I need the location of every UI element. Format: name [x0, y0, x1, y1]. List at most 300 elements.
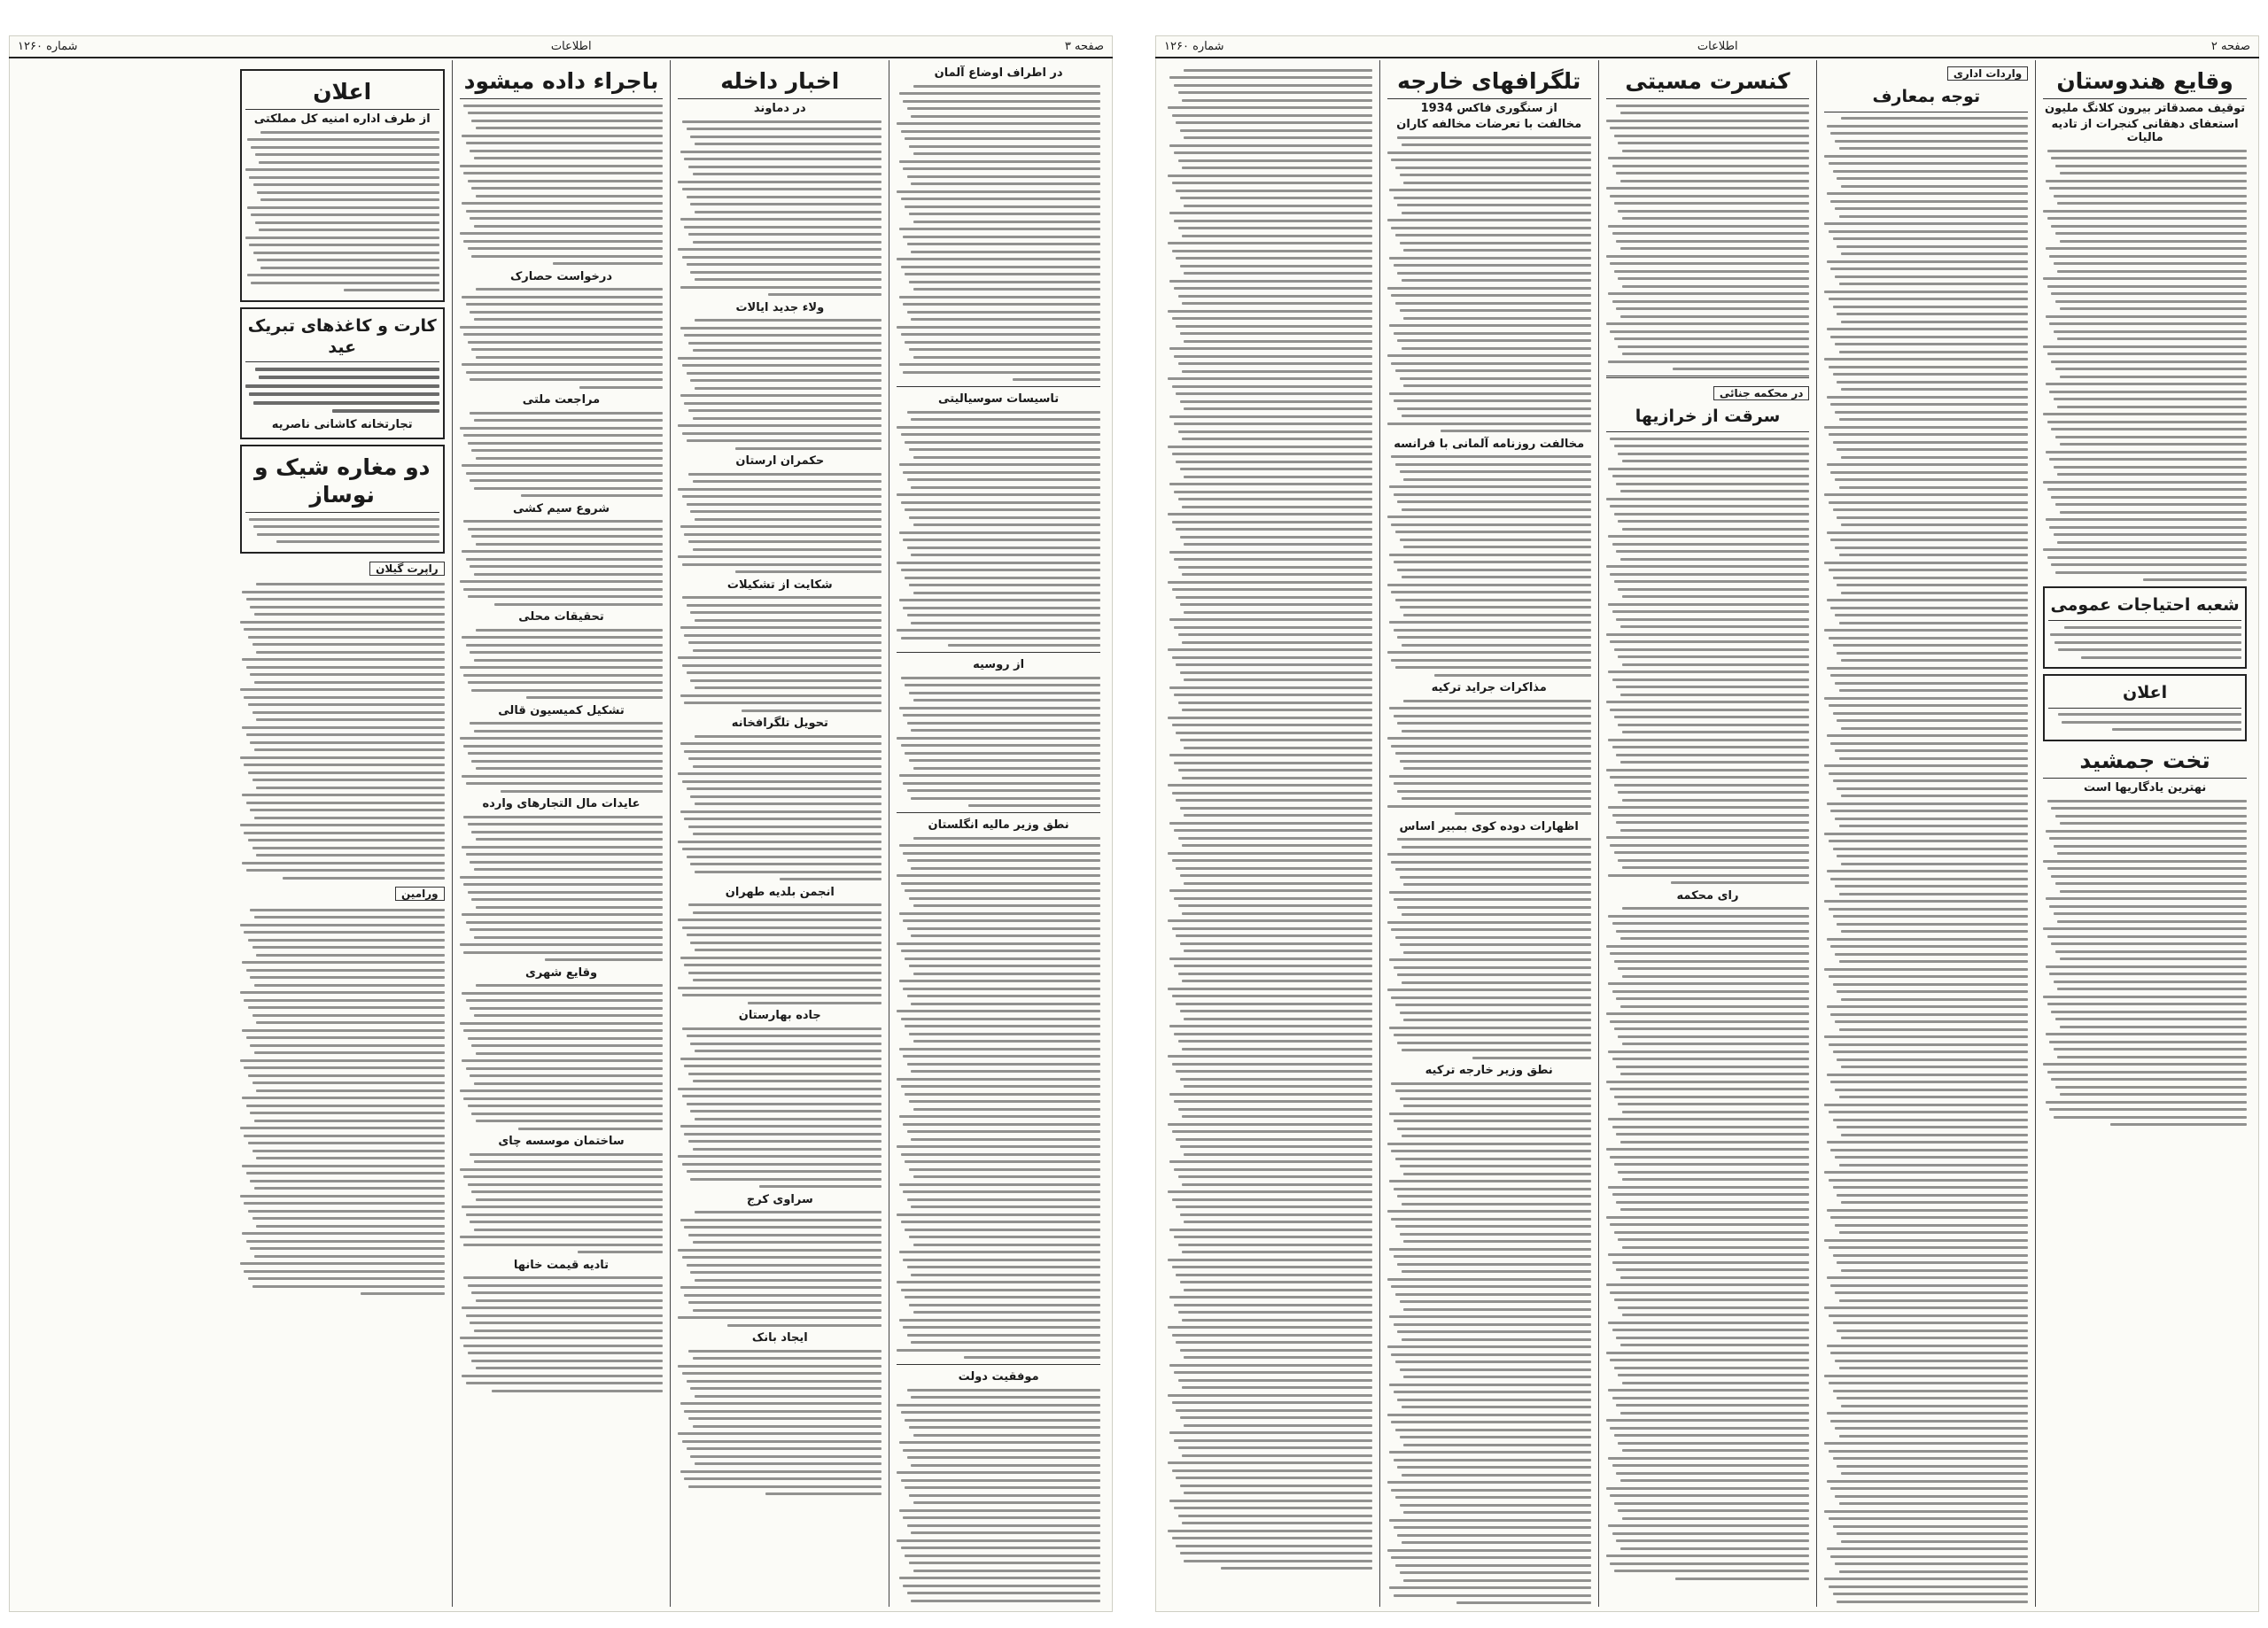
text-line — [901, 744, 1100, 747]
text-line — [684, 1410, 882, 1413]
column-subhead: در اطراف اوضاع آلمان — [934, 66, 1063, 80]
text-line — [909, 281, 1100, 283]
text-line — [899, 1319, 1100, 1322]
text-line — [1612, 475, 1810, 477]
text-line — [1387, 1414, 1591, 1416]
text-line — [1835, 343, 2028, 345]
text-line — [1395, 868, 1591, 871]
text-line — [690, 271, 882, 274]
text-line — [1472, 1057, 1590, 1059]
text-line — [1169, 822, 1372, 825]
text-line — [242, 1029, 444, 1032]
column-headline: سرقت از خرازیها — [1606, 407, 1810, 432]
text-line — [1839, 825, 2029, 827]
text-line — [242, 591, 444, 593]
column-subhead: تشکیل کمیسیون قالی — [498, 703, 625, 717]
text-line — [1616, 930, 1809, 933]
text-line — [1176, 1341, 1372, 1344]
text-line — [1837, 584, 2028, 586]
text-line — [1829, 1450, 2028, 1453]
text-line — [1168, 377, 1372, 380]
text-line — [688, 1301, 882, 1304]
text-line — [1180, 265, 1372, 267]
text-line — [1837, 448, 2028, 451]
text-line — [466, 303, 664, 306]
text-line — [1182, 506, 1372, 508]
text-line — [245, 384, 439, 388]
text-line — [463, 240, 663, 243]
text-line — [1395, 1158, 1591, 1160]
text-line — [1835, 818, 2028, 820]
text-line — [1622, 975, 1809, 978]
text-line — [1829, 366, 2028, 368]
text-line — [907, 107, 1100, 110]
text-line — [1824, 1171, 2028, 1174]
column-india-news — [2035, 60, 2254, 1607]
text-line — [468, 891, 664, 894]
text-line — [1180, 942, 1372, 945]
text-line — [1839, 1096, 2029, 1098]
text-line — [913, 85, 1100, 88]
text-line — [1830, 1352, 2028, 1354]
ad-greeting-cards — [240, 307, 445, 439]
text-line — [680, 810, 882, 813]
text-line — [250, 909, 444, 911]
text-line — [248, 1210, 445, 1213]
text-line — [1610, 1156, 1809, 1159]
text-line — [1833, 373, 2029, 376]
text-line — [1182, 167, 1372, 169]
text-line — [693, 241, 882, 244]
text-line — [474, 573, 664, 576]
text-line — [476, 629, 663, 632]
text-line — [905, 205, 1100, 208]
text-line — [1614, 337, 1810, 340]
text-line — [460, 165, 664, 167]
text-line — [463, 883, 663, 886]
text-line — [1387, 737, 1591, 740]
text-line — [1610, 330, 1809, 333]
text-line — [1169, 1431, 1372, 1434]
text-line — [1172, 588, 1372, 591]
text-line — [1402, 1049, 1591, 1051]
text-line — [1839, 893, 2029, 895]
text-line — [460, 666, 664, 669]
text-line — [905, 1296, 1100, 1299]
text-line — [1833, 1322, 2029, 1324]
text-line — [1174, 1439, 1372, 1442]
text-line — [1176, 799, 1372, 802]
text-line — [1174, 694, 1372, 696]
text-line — [1389, 189, 1590, 191]
text-line — [1174, 1236, 1372, 1238]
text-line — [1180, 1010, 1372, 1012]
text-line — [1394, 782, 1591, 785]
text-line — [1182, 99, 1372, 102]
text-line — [1180, 1281, 1372, 1283]
text-line — [1176, 257, 1372, 260]
text-line — [251, 146, 439, 149]
text-line — [1827, 192, 2028, 195]
text-line — [476, 1120, 663, 1122]
text-line — [252, 1081, 445, 1084]
text-line — [907, 1063, 1100, 1066]
text-line — [735, 447, 882, 450]
text-line — [1397, 136, 1590, 139]
text-line — [240, 824, 445, 826]
text-line — [1606, 1148, 1810, 1151]
text-line — [1184, 1221, 1371, 1223]
text-line — [1178, 769, 1372, 771]
text-line — [682, 256, 882, 259]
text-line — [1606, 120, 1810, 122]
column-subhead: مخالفت روزنامه آلمانی با فرانسه — [1394, 437, 1585, 451]
text-line — [1620, 558, 1810, 561]
text-line — [1620, 937, 1810, 940]
text-line — [684, 634, 882, 637]
text-line — [1837, 1261, 2028, 1264]
text-line — [1174, 355, 1372, 358]
text-line — [1182, 912, 1372, 915]
text-line — [240, 924, 445, 926]
text-line — [903, 236, 1100, 238]
text-line — [1610, 952, 1809, 955]
text-line — [254, 817, 445, 819]
text-line — [256, 1157, 444, 1159]
text-line — [249, 392, 439, 396]
text-line — [897, 1010, 1100, 1012]
text-line — [1841, 321, 2028, 323]
text-line — [1400, 1165, 1591, 1167]
text-line — [687, 1264, 882, 1267]
text-line — [905, 441, 1100, 444]
text-line — [1402, 1270, 1591, 1273]
text-line — [1389, 1248, 1590, 1251]
text-line — [2051, 225, 2247, 228]
text-line — [2054, 912, 2247, 915]
text-line — [897, 629, 1100, 632]
text-line — [1673, 368, 1809, 370]
text-line — [690, 1043, 882, 1045]
text-line — [2057, 541, 2247, 544]
text-line — [1835, 140, 2028, 143]
text-line — [1618, 1509, 1809, 1512]
text-line — [1833, 1593, 2029, 1595]
text-line — [1168, 1123, 1372, 1126]
text-line — [1182, 777, 1372, 779]
text-line — [1675, 1578, 1810, 1580]
ad-headline: اعلان — [2048, 683, 2241, 709]
text-line — [254, 681, 445, 684]
text-line — [1400, 1233, 1591, 1236]
text-line — [911, 867, 1100, 870]
text-line — [1612, 1126, 1810, 1128]
text-line — [909, 584, 1100, 586]
text-line — [1618, 1442, 1809, 1445]
text-line — [1394, 264, 1591, 267]
text-line — [911, 1396, 1100, 1399]
text-line — [680, 394, 882, 397]
text-line — [253, 401, 439, 405]
text-line — [1402, 913, 1591, 916]
text-line — [2112, 728, 2241, 731]
text-line — [1180, 671, 1372, 674]
text-line — [682, 926, 882, 929]
text-line — [1176, 1205, 1372, 1208]
text-line — [911, 1274, 1100, 1276]
text-line — [1395, 1496, 1591, 1499]
text-line — [246, 666, 445, 669]
text-line — [2060, 240, 2247, 243]
column-ads — [233, 60, 452, 1607]
text-line — [678, 357, 882, 360]
text-line — [246, 1172, 445, 1174]
text-line — [1608, 292, 1809, 295]
text-line — [899, 92, 1100, 95]
text-line — [693, 548, 882, 551]
text-line — [1172, 1334, 1372, 1337]
text-line — [471, 831, 663, 833]
text-line — [1391, 1489, 1590, 1492]
column-headline: توجه بمعارف — [1824, 87, 2028, 112]
text-line — [695, 387, 882, 390]
text-line — [1387, 423, 1591, 425]
text-line — [466, 999, 664, 1002]
text-line — [1402, 212, 1591, 214]
text-line — [1830, 1555, 2028, 1558]
text-line — [1403, 317, 1590, 320]
text-line — [1176, 1138, 1372, 1141]
text-line — [1620, 1276, 1810, 1279]
text-line — [344, 289, 439, 291]
text-line — [1837, 855, 2028, 857]
text-line — [474, 419, 664, 422]
text-line — [1389, 1451, 1590, 1454]
text-line — [1172, 792, 1372, 795]
text-line — [2058, 713, 2241, 716]
text-line — [1168, 310, 1372, 313]
text-line — [680, 286, 882, 289]
text-line — [695, 949, 882, 951]
text-line — [1616, 1066, 1809, 1068]
text-line — [682, 848, 882, 850]
text-line — [242, 1165, 444, 1167]
text-line — [1168, 1259, 1372, 1261]
text-line — [1389, 324, 1590, 327]
text-line — [492, 1390, 663, 1392]
text-line — [1827, 1480, 2028, 1483]
text-line — [684, 750, 882, 753]
text-line — [1608, 739, 1809, 741]
text-line — [466, 644, 664, 647]
text-line — [246, 598, 445, 601]
text-line — [1827, 1412, 2028, 1415]
text-line — [688, 641, 882, 644]
text-line — [1824, 764, 2028, 767]
text-line — [1824, 1510, 2028, 1513]
text-line — [1395, 302, 1591, 305]
text-line — [693, 480, 882, 483]
text-line — [1614, 202, 1810, 205]
text-line — [688, 826, 882, 828]
text-line — [1839, 757, 2029, 760]
text-line — [2043, 210, 2247, 213]
text-line — [1608, 468, 1809, 470]
text-line — [911, 182, 1100, 185]
text-line — [2049, 187, 2247, 190]
text-line — [905, 1419, 1100, 1422]
text-line — [1400, 242, 1591, 244]
text-line — [460, 427, 664, 430]
text-line — [682, 495, 882, 498]
text-line — [1608, 535, 1809, 538]
text-line — [1178, 1244, 1372, 1246]
text-line — [1839, 283, 2029, 285]
text-line — [688, 1073, 882, 1075]
text-line — [468, 112, 664, 114]
text-line — [687, 503, 882, 506]
text-line — [1391, 1353, 1590, 1356]
text-line — [1612, 1532, 1810, 1535]
text-line — [474, 1229, 664, 1231]
text-line — [1622, 866, 1809, 869]
text-line — [2051, 292, 2247, 295]
text-line — [474, 318, 664, 321]
text-line — [474, 868, 664, 871]
text-line — [1434, 674, 1591, 677]
text-line — [470, 412, 663, 415]
text-line — [907, 1334, 1100, 1337]
text-line — [1176, 1477, 1372, 1479]
text-line — [1172, 1469, 1372, 1472]
text-line — [1618, 1171, 1809, 1174]
text-line — [2050, 633, 2241, 636]
text-line — [1830, 1420, 2028, 1423]
text-line — [1606, 1012, 1810, 1015]
text-line — [1172, 114, 1372, 117]
text-line — [1182, 370, 1372, 373]
text-line — [1829, 1314, 2028, 1317]
text-line — [690, 863, 882, 865]
text-line — [1168, 648, 1372, 651]
text-line — [1176, 121, 1372, 124]
text-line — [470, 1074, 663, 1077]
text-line — [911, 1341, 1100, 1344]
text-line — [1620, 1412, 1810, 1415]
text-line — [1174, 762, 1372, 764]
text-line — [1402, 347, 1591, 350]
text-line — [695, 319, 882, 322]
column-continuation — [1161, 60, 1379, 1607]
text-line — [2054, 641, 2241, 644]
text-line — [276, 540, 439, 543]
column-subhead: سراوی کرج — [746, 1192, 813, 1206]
text-line — [1397, 1330, 1590, 1333]
text-line — [250, 606, 444, 609]
text-line — [1835, 207, 2028, 210]
text-line — [2060, 1026, 2247, 1028]
text-line — [1389, 554, 1590, 556]
text-line — [1394, 1323, 1591, 1326]
text-line — [463, 434, 663, 437]
text-line — [2057, 920, 2247, 923]
text-line — [2047, 935, 2247, 938]
text-line — [471, 1190, 663, 1193]
text-line — [471, 1044, 663, 1047]
text-line — [252, 779, 445, 781]
text-line — [1403, 1308, 1590, 1311]
text-line — [678, 841, 882, 843]
text-line — [897, 1539, 1100, 1542]
text-line — [466, 782, 664, 785]
text-line — [1402, 508, 1591, 511]
text-line — [2047, 867, 2247, 870]
text-line — [780, 878, 882, 880]
text-line — [1178, 904, 1372, 907]
text-line — [1178, 430, 1372, 433]
text-line — [1178, 1311, 1372, 1314]
page-label: صفحه ۳ — [1064, 39, 1104, 53]
text-line — [466, 921, 664, 924]
text-line — [1606, 1487, 1810, 1490]
text-line — [899, 296, 1100, 298]
text-line — [1169, 483, 1372, 485]
text-line — [1180, 1213, 1372, 1216]
text-line — [256, 854, 444, 857]
text-line — [695, 871, 882, 873]
text-line — [1174, 829, 1372, 832]
text-line — [1827, 802, 2028, 805]
text-line — [1397, 1399, 1590, 1401]
text-line — [1180, 536, 1372, 539]
text-line — [246, 1240, 445, 1243]
text-line — [903, 1259, 1100, 1261]
text-line — [1608, 225, 1809, 228]
text-line — [1169, 957, 1372, 960]
text-line — [252, 946, 445, 949]
text-line — [1839, 1028, 2029, 1031]
text-line — [1184, 611, 1371, 614]
text-line — [1402, 279, 1591, 282]
text-line — [1839, 1299, 2029, 1302]
text-line — [897, 942, 1100, 945]
text-line — [1402, 1541, 1591, 1544]
text-line — [1402, 576, 1591, 578]
text-line — [913, 973, 1100, 975]
text-line — [1620, 829, 1810, 832]
text-line — [470, 479, 663, 482]
text-line — [259, 161, 439, 164]
text-line — [1395, 531, 1591, 533]
text-line — [913, 904, 1100, 907]
text-line — [2046, 451, 2247, 454]
text-line — [1837, 719, 2028, 722]
text-line — [2054, 981, 2247, 983]
text-line — [1397, 790, 1590, 793]
text-line — [518, 1128, 663, 1130]
text-line — [471, 760, 663, 763]
column-subhead: مراجعت ملتی — [522, 393, 601, 407]
text-line — [1827, 1005, 2028, 1008]
text-line — [687, 372, 882, 375]
text-line — [471, 898, 663, 901]
text-line — [476, 1198, 663, 1201]
text-line — [765, 1492, 882, 1495]
text-line — [476, 1299, 663, 1302]
text-line — [1606, 1352, 1810, 1354]
text-line — [913, 592, 1100, 594]
text-line — [250, 1247, 444, 1250]
